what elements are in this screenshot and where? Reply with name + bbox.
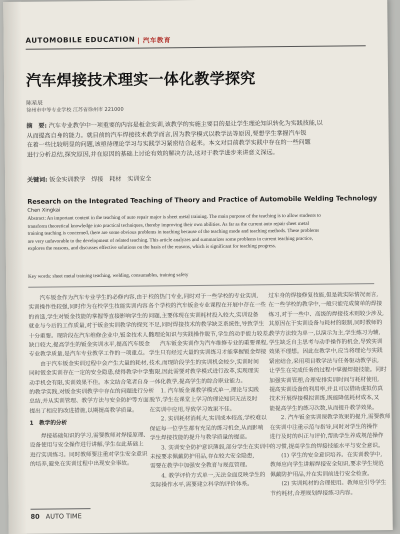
body-column-1	[28, 294, 155, 470]
body-line: 校的热门专业,同时对于一些学校的专业实训,	[148, 293, 259, 301]
body-line: 设备使用与安全操作进行讲解,学生在此基础上	[29, 441, 144, 449]
body-line: 能提高学生的练习次数,从而提升教学效果。	[269, 405, 378, 413]
body-line: 总结,并从实训管理、教学方法与安全防护等方面	[29, 397, 149, 406]
body-line: 汽车钣金实训作为汽车维修专业的重要课程,	[148, 340, 269, 348]
body-line: 进行实训练习。同时教师要注重对学生安全意识	[29, 451, 148, 459]
body-column-3	[268, 291, 391, 499]
body-line: 3. 实训安全防护意识薄弱,部分学生在实训中	[149, 443, 271, 452]
body-line: 的首选,学生对钣金技能的掌握等直接影响学生的	[28, 313, 148, 321]
body-line: 同时钣金实训存在一定的安全隐患,使得教学中学生	[29, 369, 154, 378]
body-line: 汽车钣金作为汽车专业学生的必修内容,由于	[28, 294, 148, 302]
body-line: 技术开展焊接模拟训练,既能降低耗材成本,又	[269, 395, 380, 403]
abstract-line: 汽车专业教学中一项重要的内容是板金实训,该教学的实施主要目的是让学生理论知识转化为实践技能,以	[48, 119, 323, 130]
body-line: 学生焊接技能的提升与教学质量的提高。	[149, 434, 251, 442]
article-title: 汽车焊接技术理实一体化教学探究	[25, 69, 256, 90]
body-line: 4. 教学评价方式单一,无法全面反映学生的	[150, 472, 266, 480]
body-line: 学生只有经过大量的实训练习才能掌握钣金焊接	[148, 349, 267, 357]
abstract-line: 进行分析总结,探究原因,并在原因的基础上讨论有效的解决方法,这对于教学进步来讲意义深远。	[26, 148, 279, 159]
english-keywords: Key words: sheet metal training teaching, welding, consumables, training safety	[28, 273, 189, 280]
body-column-2	[148, 292, 274, 491]
body-line: 的教学实践,对钣金实训教学中存在的问题进行分析	[29, 388, 155, 396]
body-line: 提出了相应的改进措施,以期提高教学质量。	[29, 407, 138, 415]
body-line: 练习,对于一些中、高级的焊接技术则较少涉及,	[268, 310, 384, 319]
journal-name: AUTOMOBILE EDUCATION	[25, 35, 136, 45]
article-author: 陈星辰	[26, 100, 43, 107]
body-line: 的理论知识与实践操作脱节,学生的动手能力较差。	[148, 330, 274, 339]
body-line: 专业教学质量,是汽车专业教学工作的一项重点。	[28, 350, 149, 359]
body-line: 在实训中注重示范与指导,同时对学生的操作	[269, 423, 378, 431]
body-line: 实训操作性较强,同时作为在校学生技能实训内容	[28, 303, 148, 312]
body-line: 2. 汽车钣金实训课教学效果的提升,需要教师	[269, 414, 391, 422]
body-line: 不足,同时焊接技术的教学缺乏系统性,导致学生	[148, 321, 265, 329]
body-line: 动手机会有限,实训效果不佳。本文结合笔者自身	[29, 379, 149, 387]
body-line: 各个学校的汽车钣金专业课程在开展中存在一些	[148, 302, 266, 310]
body-line: 在一些学校的教学中,一般只能完成简单的焊接	[268, 301, 383, 309]
english-abstract-line: training teaching is concerned, there are some obvious problems in teaching because of the teaching mode and teaching methods. These problems	[27, 228, 320, 237]
body-line: 需要在教学中加强安全教育与规范管理。	[150, 462, 251, 470]
body-line: 紧密结合,采用项目教学法与任务驱动教学法,	[268, 357, 379, 366]
section-divider	[28, 283, 374, 288]
body-line: 节约耗材,合理规划焊接练习内容。	[270, 489, 357, 497]
body-line: (1) 学生的安全意识培养。在实训教学中,	[269, 451, 383, 460]
abstract	[26, 118, 372, 160]
body-line: 有限,因此需要对教学模式进行改革,实现理实	[149, 368, 259, 376]
body-line: 让学生在完成任务的过程中掌握焊接技能。同时	[269, 367, 387, 375]
english-author: Chen Xingkai	[27, 207, 61, 214]
keywords-label: 关键词:	[27, 176, 48, 184]
keywords	[27, 171, 373, 184]
body-line: 保证每一位学生都有充足的练习机会,从而影响	[149, 425, 264, 433]
section-heading: 1 教学的分析	[29, 420, 68, 428]
body-line: 提高实训设备的利用率,并且可以借助虚拟仿真	[269, 386, 383, 394]
body-line: 学生缺乏自主思考与动手操作的机会,导致实训	[268, 339, 383, 347]
english-abstract-line: explores the reasons, and discusses effective solutions on the basis of the reasons, which is significant for teaching progress.	[27, 244, 277, 253]
footer-journal: AUTO TIME	[45, 512, 82, 521]
english-abstract-line: transform theoretical knowledge into practical techniques, thereby improving their own abilities. As far as the current auto repair sheet metal	[27, 221, 310, 230]
body-line: 脱节,学生在课堂上学习的理论知识无法及时	[149, 396, 258, 404]
footer-rule	[31, 508, 91, 510]
english-abstract	[27, 212, 373, 254]
body-line: 缺口较大,提高学生的钣金实训水平,提高汽车钣金	[28, 341, 150, 349]
body-line: 教师应向学生讲解焊接安全知识,要求学生规范	[270, 461, 384, 469]
body-line: 佩戴防护用品,并在实训前进行安全检查。	[270, 470, 373, 478]
page-number: 80	[30, 512, 40, 521]
abstract-line: 从而提高自身的能力。就目前的汽车焊接技术教学而言,因为教学模式以教学法等原因,要想学生掌握汽车钣	[26, 129, 307, 140]
body-line: 过车身的焊接修复技能,但是就实际情况而言,	[268, 292, 379, 300]
journal-page	[3, 0, 393, 534]
english-title: Research on the Integrated Teaching of Theory and Practice of Automobile Welding Technology	[27, 194, 378, 206]
body-line: 技术,而现阶段学生的实训机会较少,实训时间	[148, 359, 259, 367]
body-line: 焊接基础知识的学习,需要教师对焊接原理、	[29, 432, 150, 440]
abstract-line: 在着一些比较明显的问题,该亟待理论学习与实践学习紧密结合起来。本文对目前教学实践中存在的一些问题	[26, 139, 311, 149]
body-line: 1. 汽车钣金课教学模式单一,理论与实践	[149, 387, 259, 395]
body-line: 十分重要。现阶段在汽车维修企业中,钣金技术人员	[28, 332, 154, 340]
body-line: 教学方法较为单一,以演示为主,学生练习为辅,	[268, 329, 381, 337]
body-line: 一体化教学,提高学生的综合职业能力。	[149, 378, 247, 386]
body-line: 就业与今后的工作质量,对于钣金实训教学的探究	[28, 322, 148, 330]
body-line: 由于汽车钣金实训过程中会产生大量的耗材,	[28, 360, 149, 368]
page-footer	[31, 512, 82, 521]
section-label: | 汽车教育	[137, 35, 171, 45]
body-line: 2. 实训耗材消耗大,实训成本较高,学校难以	[149, 415, 267, 423]
body-line: 实际操作水平,需要建立科学的评价体系。	[150, 481, 253, 489]
english-abstract-line: are very unfavorable to the development of related teaching. This article analyzes and summarizes some problems in current teaching practice,	[27, 236, 313, 245]
body-line: 的习惯,提高学生的焊接技能水平与安全意识。	[269, 442, 384, 450]
body-line: (2) 实训耗材的合理使用。教师应引导学生	[270, 480, 387, 488]
keywords-text: 钣金实训教学 焊接 耗材 实训安全	[49, 175, 152, 184]
body-line: 加强实训管理,合理安排实训时间与耗材使用,	[269, 376, 380, 384]
article-affiliation: 徐州市中等专业学校 江苏省徐州市 221000	[26, 106, 124, 114]
english-abstract-line: Abstract: An important content in the teaching of auto repair major is sheet metal training. The main purpose of the teaching is to allow students to	[27, 213, 321, 222]
abstract-label: 摘 要:	[26, 122, 47, 130]
body-line: 未按要求佩戴防护用品,存在较大安全隐患,	[149, 453, 255, 461]
body-line: 效果不理想。因此在教学中,应当将理论与实践	[268, 348, 383, 356]
page-spine-shadow	[3, 2, 27, 534]
body-line: 问题,主要体现在实训耗材投入较大,实训设备	[148, 312, 259, 320]
body-line: 的培养,避免在实训过程中出现安全事故。	[30, 460, 133, 468]
body-line: 在实训中应用,导致学习效果不佳。	[149, 406, 236, 414]
body-line: 进行及时的纠正与评价,帮助学生养成规范操作	[269, 433, 384, 441]
body-line: 其原因在于实训设备与耗材的限制,同时教师的	[268, 320, 383, 328]
